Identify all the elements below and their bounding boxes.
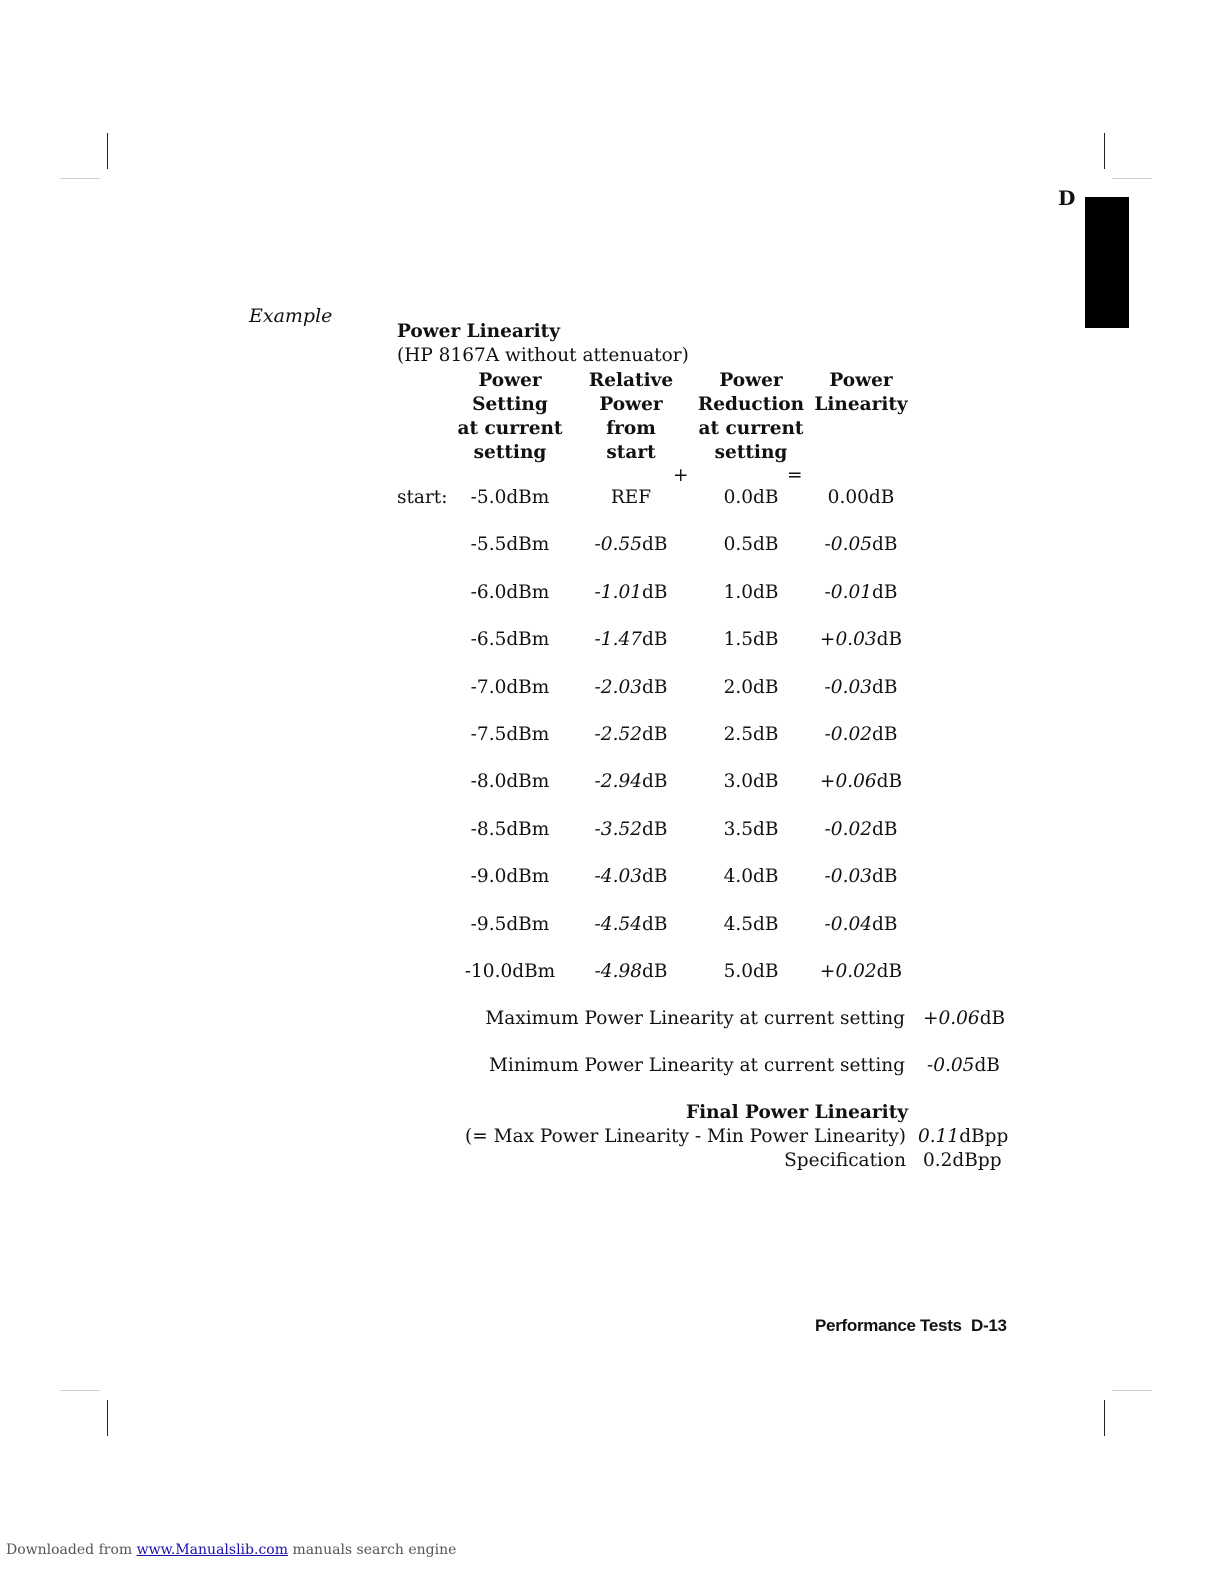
linearity-unit: dB bbox=[872, 534, 898, 555]
crop-mark-top-left bbox=[107, 133, 108, 169]
crop-mark-bottom-right bbox=[1104, 1400, 1105, 1436]
min-unit: dB bbox=[974, 1055, 1000, 1076]
cell-power-linearity bbox=[791, 914, 931, 936]
cell-power-linearity bbox=[791, 677, 931, 699]
cell-power-reduction: 3.5dB bbox=[723, 819, 779, 840]
max-linearity-value bbox=[923, 1008, 1005, 1029]
download-prefix: Downloaded from bbox=[6, 1542, 133, 1558]
linearity-unit: dB bbox=[876, 629, 903, 650]
relative-power-unit: dB bbox=[642, 677, 668, 698]
download-suffix: manuals search engine bbox=[292, 1542, 457, 1558]
linearity-unit: 0.00dB bbox=[827, 487, 895, 508]
final-linearity-value bbox=[918, 1126, 1008, 1147]
column-header-power-linearity bbox=[791, 369, 931, 417]
column-header-power-setting bbox=[440, 369, 580, 465]
final-unit: dBpp bbox=[959, 1126, 1009, 1147]
cell-relative-power bbox=[561, 487, 701, 509]
relative-power-unit: dB bbox=[642, 629, 668, 650]
table-subtitle: (HP 8167A without attenuator) bbox=[397, 345, 689, 366]
cell-relative-power bbox=[561, 866, 701, 888]
relative-power-number: -4.54 bbox=[594, 914, 642, 935]
column-header-line: Setting bbox=[472, 394, 548, 415]
relative-power-number: -2.03 bbox=[594, 677, 642, 698]
linearity-number: -0.01 bbox=[824, 582, 872, 603]
footer-section: Performance Tests bbox=[815, 1316, 962, 1335]
cell-relative-power bbox=[561, 771, 701, 793]
specification-value: 0.2dBpp bbox=[923, 1150, 1002, 1171]
column-header-line: Relative bbox=[588, 370, 674, 391]
relative-power-unit: dB bbox=[642, 961, 668, 982]
cell-power-setting: -7.5dBm bbox=[470, 724, 550, 745]
cell-relative-power bbox=[561, 914, 701, 936]
linearity-sign: + bbox=[819, 629, 836, 650]
cell-power-reduction: 0.5dB bbox=[723, 534, 779, 555]
column-header-line: Power bbox=[599, 394, 663, 415]
cell-power-linearity bbox=[791, 819, 931, 841]
crop-line-top-right bbox=[1112, 178, 1152, 179]
linearity-unit: dB bbox=[872, 677, 898, 698]
relative-power-number: -2.94 bbox=[594, 771, 642, 792]
relative-power-number: -4.98 bbox=[594, 961, 642, 982]
linearity-number: 0.06 bbox=[835, 771, 877, 792]
cell-power-setting: -9.0dBm bbox=[470, 866, 550, 887]
linearity-number: 0.02 bbox=[835, 961, 877, 982]
cell-power-reduction: 1.0dB bbox=[723, 582, 779, 603]
plus-operator: + bbox=[673, 465, 689, 486]
min-linearity-label: Minimum Power Linearity at current setting bbox=[488, 1055, 905, 1076]
linearity-number: -0.04 bbox=[824, 914, 872, 935]
cell-power-setting: -10.0dBm bbox=[464, 961, 556, 982]
cell-relative-power bbox=[561, 534, 701, 556]
linearity-number: -0.02 bbox=[824, 819, 872, 840]
cell-relative-power bbox=[561, 961, 701, 983]
specification-label: Specification bbox=[784, 1150, 906, 1171]
cell-power-setting: -8.5dBm bbox=[470, 819, 550, 840]
column-header-relative-power bbox=[561, 369, 701, 465]
manualslib-link[interactable]: www.Manualslib.com bbox=[136, 1542, 288, 1558]
cell-relative-power bbox=[561, 629, 701, 651]
relative-power-unit: dB bbox=[642, 534, 668, 555]
cell-power-setting: -5.0dBm bbox=[470, 487, 550, 508]
relative-power-number: -1.47 bbox=[594, 629, 642, 650]
cell-power-reduction: 0.0dB bbox=[723, 487, 779, 508]
cell-relative-power bbox=[561, 724, 701, 746]
relative-power-unit: dB bbox=[642, 724, 668, 745]
relative-power-unit: dB bbox=[642, 771, 668, 792]
section-letter: D bbox=[1058, 186, 1076, 210]
relative-power-number: -2.52 bbox=[594, 724, 642, 745]
cell-relative-power bbox=[561, 677, 701, 699]
column-header-line: setting bbox=[473, 442, 547, 463]
cell-power-reduction: 5.0dB bbox=[723, 961, 779, 982]
relative-power-number: -0.55 bbox=[594, 534, 642, 555]
cell-power-reduction: 4.0dB bbox=[723, 866, 779, 887]
column-header-line: Power bbox=[829, 370, 893, 391]
relative-power-unit: dB bbox=[642, 866, 668, 887]
column-header-line: at current bbox=[698, 418, 804, 439]
table-title: Power Linearity bbox=[397, 321, 560, 342]
cell-power-linearity bbox=[791, 629, 931, 651]
crop-line-bottom-left bbox=[60, 1390, 100, 1391]
cell-power-reduction: 1.5dB bbox=[723, 629, 779, 650]
final-linearity-formula: (= Max Power Linearity - Min Power Linearity) bbox=[465, 1126, 906, 1147]
cell-power-setting: -6.0dBm bbox=[470, 582, 550, 603]
cell-power-reduction: 2.0dB bbox=[723, 677, 779, 698]
relative-power-unit: dB bbox=[642, 582, 668, 603]
linearity-unit: dB bbox=[876, 961, 903, 982]
relative-power-unit: dB bbox=[642, 914, 668, 935]
start-label: start: bbox=[397, 487, 448, 508]
crop-line-top-left bbox=[60, 178, 100, 179]
cell-power-reduction: 3.0dB bbox=[723, 771, 779, 792]
cell-power-linearity bbox=[791, 534, 931, 556]
final-number: 0.11 bbox=[918, 1126, 960, 1147]
column-header-line: at current bbox=[457, 418, 563, 439]
linearity-number: -0.02 bbox=[824, 724, 872, 745]
linearity-sign: + bbox=[819, 771, 836, 792]
final-linearity-title: Final Power Linearity bbox=[685, 1102, 908, 1123]
crop-line-bottom-right bbox=[1112, 1390, 1152, 1391]
min-number: -0.05 bbox=[927, 1055, 975, 1076]
linearity-unit: dB bbox=[876, 771, 903, 792]
linearity-unit: dB bbox=[872, 914, 898, 935]
example-label: Example bbox=[249, 305, 333, 327]
linearity-unit: dB bbox=[872, 582, 898, 603]
relative-power-number: -3.52 bbox=[594, 819, 642, 840]
download-notice bbox=[6, 1542, 456, 1558]
column-header-line: Power bbox=[478, 370, 542, 391]
column-header-line: Linearity bbox=[814, 394, 908, 415]
cell-power-setting: -8.0dBm bbox=[470, 771, 550, 792]
max-number: 0.06 bbox=[938, 1008, 980, 1029]
column-header-line: Power bbox=[719, 370, 783, 391]
linearity-sign: + bbox=[819, 961, 836, 982]
cell-power-setting: -9.5dBm bbox=[470, 914, 550, 935]
section-tab-marker bbox=[1085, 197, 1129, 328]
linearity-number: 0.03 bbox=[835, 629, 877, 650]
cell-power-setting: -7.0dBm bbox=[470, 677, 550, 698]
max-sign: + bbox=[923, 1008, 939, 1029]
min-linearity-value bbox=[927, 1055, 1000, 1076]
linearity-number: -0.03 bbox=[824, 866, 872, 887]
column-header-line: Reduction bbox=[697, 394, 805, 415]
cell-power-setting: -6.5dBm bbox=[470, 629, 550, 650]
cell-relative-power bbox=[561, 819, 701, 841]
linearity-number: -0.05 bbox=[824, 534, 872, 555]
cell-power-linearity bbox=[791, 724, 931, 746]
linearity-unit: dB bbox=[872, 866, 898, 887]
cell-power-linearity bbox=[791, 771, 931, 793]
relative-power-number: -4.03 bbox=[594, 866, 642, 887]
relative-power-number: -1.01 bbox=[594, 582, 642, 603]
column-header-line: setting bbox=[714, 442, 788, 463]
relative-power-unit: dB bbox=[642, 819, 668, 840]
crop-mark-top-right bbox=[1104, 133, 1105, 169]
column-header-line: from bbox=[606, 418, 656, 439]
cell-power-reduction: 2.5dB bbox=[723, 724, 779, 745]
relative-power-unit: REF bbox=[610, 487, 652, 508]
cell-power-linearity bbox=[791, 582, 931, 604]
crop-mark-bottom-left bbox=[107, 1400, 108, 1436]
footer-page-number: D-13 bbox=[971, 1316, 1007, 1335]
column-header-line: start bbox=[606, 442, 656, 463]
max-unit: dB bbox=[979, 1008, 1006, 1029]
cell-power-linearity bbox=[791, 961, 931, 983]
max-linearity-label: Maximum Power Linearity at current setting bbox=[485, 1008, 905, 1029]
linearity-unit: dB bbox=[872, 724, 898, 745]
linearity-number: -0.03 bbox=[824, 677, 872, 698]
equals-operator: = bbox=[787, 465, 803, 486]
cell-power-linearity bbox=[791, 487, 931, 509]
cell-power-setting: -5.5dBm bbox=[470, 534, 550, 555]
cell-power-reduction: 4.5dB bbox=[723, 914, 779, 935]
cell-relative-power bbox=[561, 582, 701, 604]
cell-power-linearity bbox=[791, 866, 931, 888]
linearity-unit: dB bbox=[872, 819, 898, 840]
